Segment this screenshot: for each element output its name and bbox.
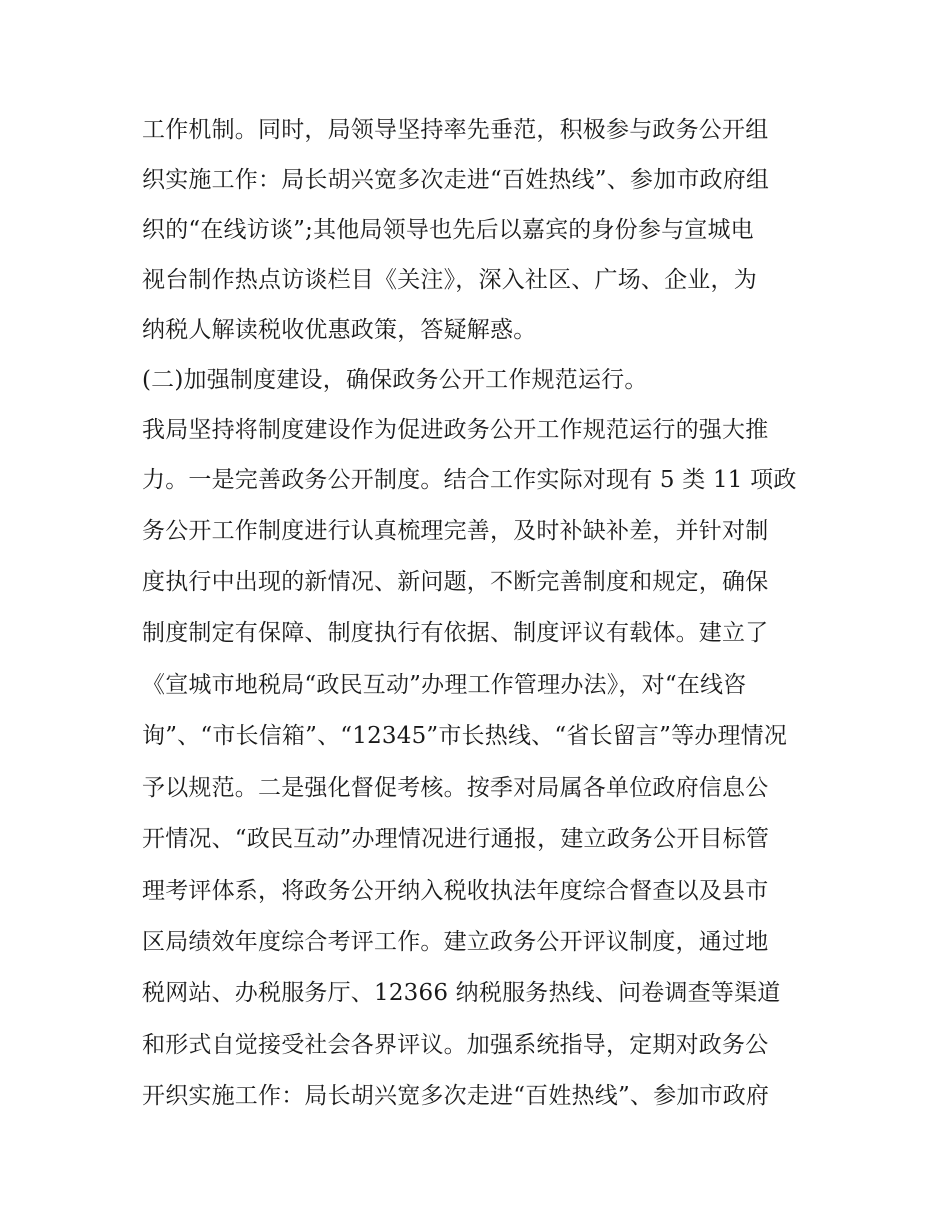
text-line: 纳税人解读税收优惠政策，答疑解惑。 [142, 317, 537, 343]
text-line: 织实施工作：局长胡兴宽多次走进“百姓热线”、参加市政府组 [142, 167, 770, 193]
text-line: 工作机制。同时，局领导坚持率先垂范，积极参与政务公开组 [142, 117, 769, 143]
text-line: 力。一是完善政务公开制度。结合工作实际对现有 5 类 11 项政 [142, 467, 797, 493]
text-line: 予以规范。二是强化督促考核。按季对局属各单位政府信息公 [142, 775, 769, 801]
text-line: 开织实施工作：局长胡兴宽多次走进“百姓热线”、参加市政府 [142, 1083, 770, 1109]
text-line: 织的“在线访谈”;其他局领导也先后以嘉宾的身份参与宣城电 [142, 217, 754, 243]
text-line: 理考评体系，将政务公开纳入税收执法年度综合督查以及县市 [142, 878, 769, 904]
text-line: 税网站、办税服务厅、12366 纳税服务热线、问卷调查等渠道 [142, 980, 781, 1006]
section-heading: (二)加强制度建设，确保政务公开工作规范运行。 [142, 367, 648, 393]
text-line: 制度制定有保障、制度执行有依据、制度评议有载体。建立了 [142, 620, 769, 646]
text-line: 开情况、“政民互动”办理情况进行通报，建立政务公开目标管 [142, 826, 770, 852]
text-line: 视台制作热点访谈栏目《关注》，深入社区、广场、企业，为 [142, 267, 757, 293]
text-line: 区局绩效年度综合考评工作。建立政务公开评议制度，通过地 [142, 929, 769, 955]
text-line: 和形式自觉接受社会各界评议。加强系统指导，定期对政务公 [142, 1032, 769, 1058]
text-line: 度执行中出现的新情况、新问题，不断完善制度和规定，确保 [142, 569, 769, 595]
text-line: 务公开工作制度进行认真梳理完善，及时补缺补差，并针对制 [142, 518, 769, 544]
text-line: 我局坚持将制度建设作为促进政务公开工作规范运行的强大推 [142, 417, 769, 443]
text-line: 《宣城市地税局“政民互动”办理工作管理办法》，对“在线咨 [142, 672, 747, 698]
text-line: 询”、“市长信箱”、“12345”市长热线、“省长留言”等办理情况 [142, 723, 788, 749]
